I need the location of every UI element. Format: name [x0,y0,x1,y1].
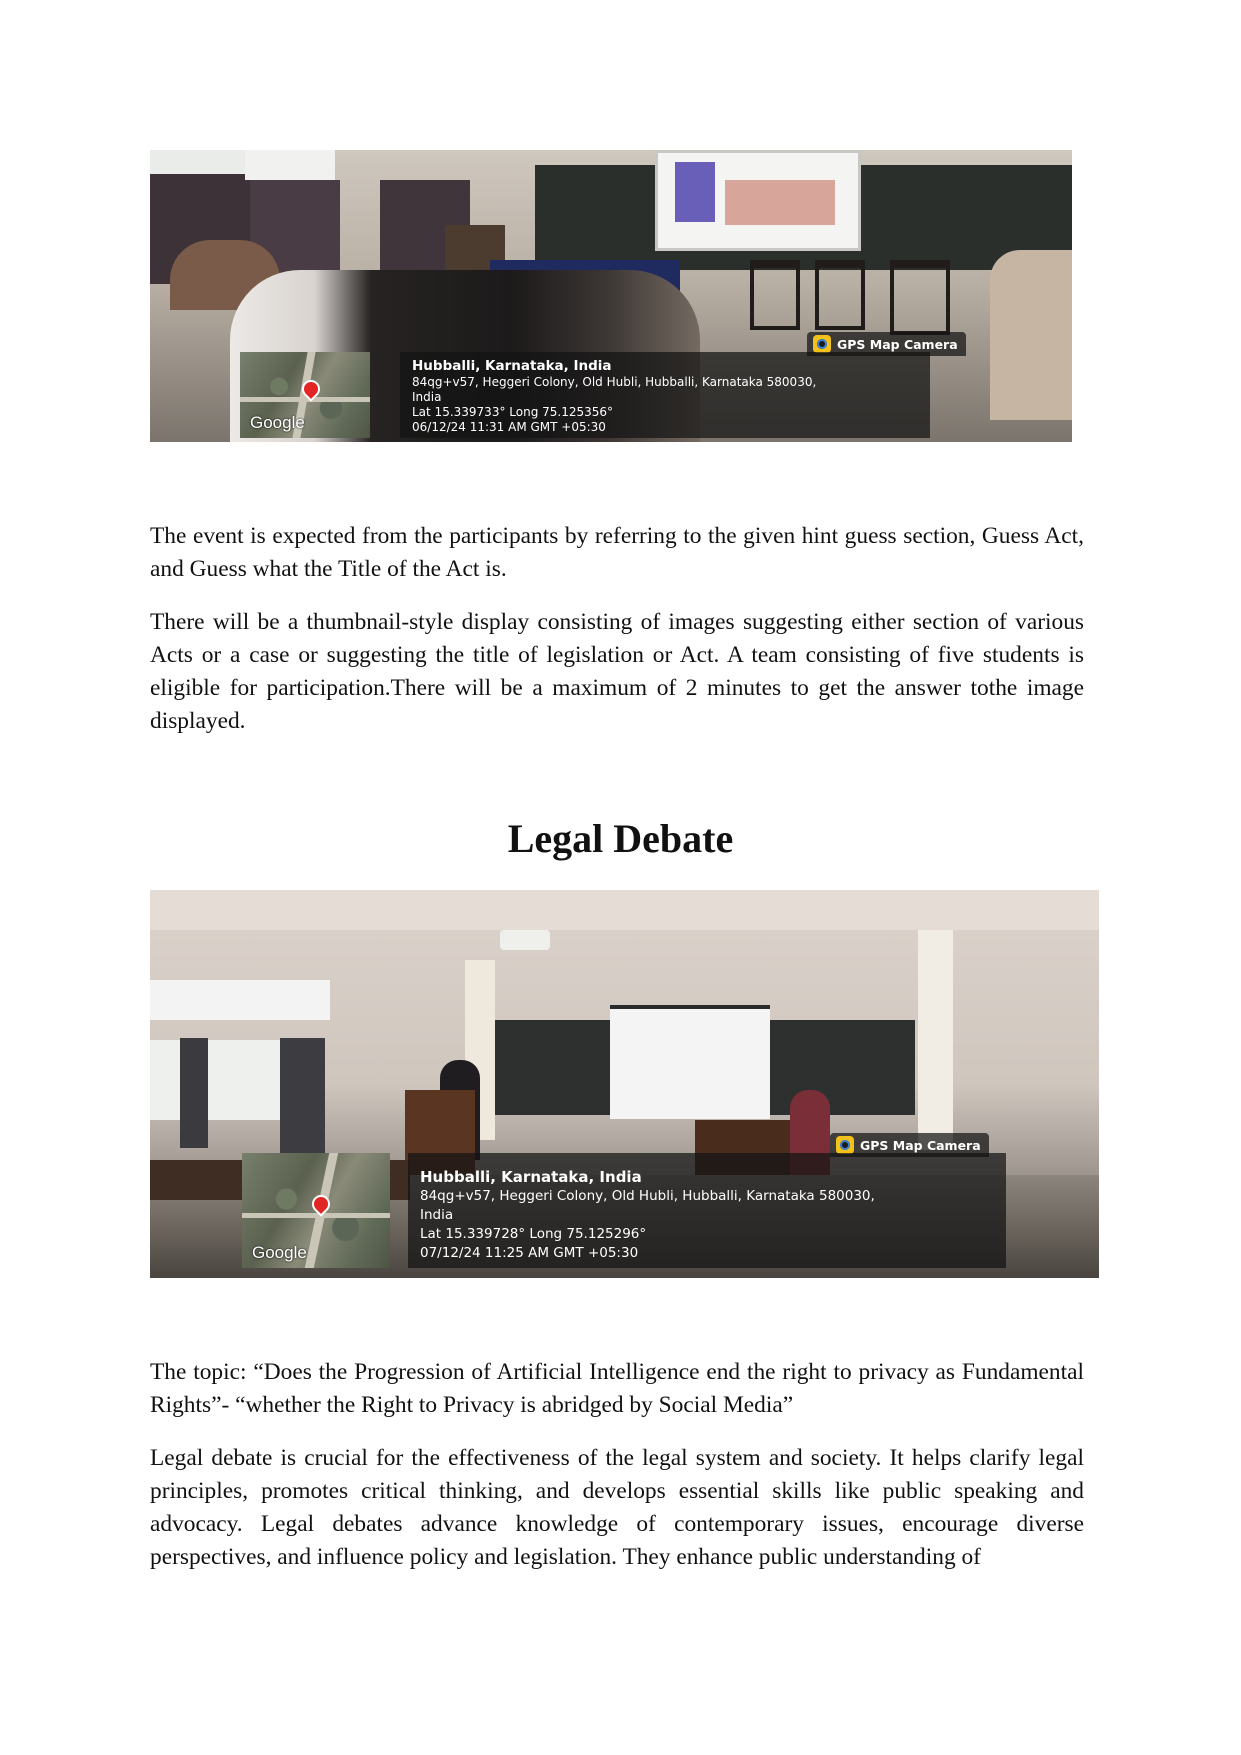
gps-datetime: 07/12/24 11:25 AM GMT +05:30 [420,1245,639,1261]
gps-datetime: 06/12/24 11:31 AM GMT +05:30 [412,420,606,434]
paragraph-thumbnail-display: There will be a thumbnail-style display consisting of images suggesting either section of various Acts or a case or suggesting the title of legislation or Act. A team consisting of five students is eligible for participation.There will be a maximum of 2 minutes to get the answer tothe image displayed. [150,609,1084,734]
gps-country: India [420,1207,454,1223]
paragraph-guess-act-intro: The event is expected from the participants by referring to the given hint guess section, Guess Act, and Guess what the Title of the Act is. [150,523,1084,582]
google-label: Google [252,1243,307,1262]
google-label: Google [250,413,305,432]
map-thumbnail [242,1153,390,1268]
camera-icon [836,1136,854,1154]
event-photo-legal-debate [150,890,1099,1278]
gps-place: Hubballi, Karnataka, India [412,358,612,374]
event-photo-guess-act [150,150,1072,442]
gps-info-panel [408,1153,1006,1268]
section-heading: Legal Debate [507,816,734,861]
gps-place: Hubballi, Karnataka, India [420,1168,642,1186]
paragraph-debate-importance: Legal debate is crucial for the effectiveness of the legal system and society. It helps clarify legal principles, promotes critical thinking, and develops essential skills like public speaking and advocacy. Legal debates advance knowledge of contemporary issues, encourage diverse perspectives, and influence policy and legislation. They enhance public understanding of [150,1445,1084,1570]
map-thumbnail [240,352,370,438]
paragraph-debate-topic: The topic: “Does the Progression of Artificial Intelligence end the right to privacy as Fundamental Rights”- “whether the Right to Privacy is abridged by Social Media” [150,1359,1084,1418]
gps-coordinates: Lat 15.339733° Long 75.125356° [412,405,614,419]
gps-badge-label: GPS Map Camera [837,336,958,352]
gps-address: 84qg+v57, Heggeri Colony, Old Hubli, Hubballi, Karnataka 580030, [412,375,817,389]
gps-address: 84qg+v57, Heggeri Colony, Old Hubli, Hubballi, Karnataka 580030, [420,1188,875,1204]
gps-country: India [412,390,442,404]
camera-icon [813,335,831,353]
gps-badge-label: GPS Map Camera [860,1137,981,1153]
gps-info-panel [400,352,930,438]
gps-coordinates: Lat 15.339728° Long 75.125296° [420,1226,647,1242]
